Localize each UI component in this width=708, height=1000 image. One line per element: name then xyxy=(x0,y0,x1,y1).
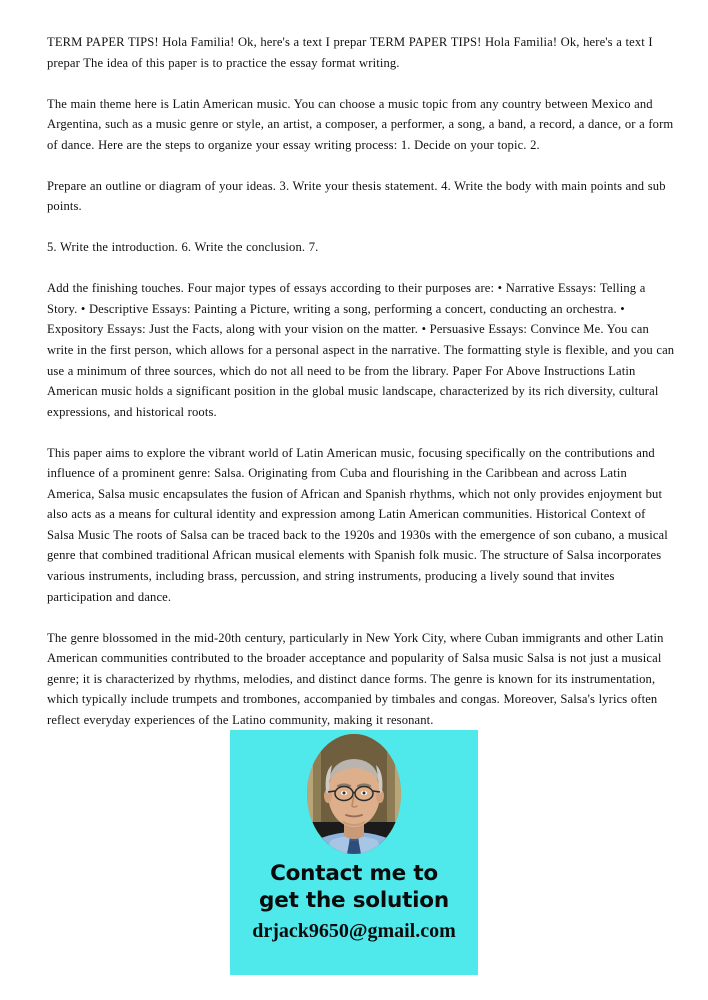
contact-overlay-card[interactable] xyxy=(230,730,478,975)
paragraph: The genre blossomed in the mid-20th century, particularly in New York City, where Cuban immigrants and other Latin American communities contributed to the broader acceptance and popularity of Salsa music Salsa is not just a musical genre; it is characterized by rhythms, melodies, and distinct dance forms. The genre is known for its instrumentation, which typically include trumpets and trombones, accompanied by timbales and congas. Moreover, Salsa's lyrics often reflect everyday experiences of the Latino community, making it resonant. xyxy=(47,630,664,727)
contact-headline-line-1: Contact me to xyxy=(270,861,438,886)
contact-email[interactable]: drjack9650@gmail.com xyxy=(252,920,456,942)
paragraph: Add the finishing touches. Four major types of essays according to their purposes are: • Narrative Essays: Telling a Story. • Descriptive Essays: Painting a Picture, writing a song, performing a concert, conducting an orchestra. • Expository Essays: Just the Facts, along with your vision on the matter. • Persuasive Essays: Convince Me. You can write in the first person, which allows for a personal aspect in the narrative. The formatting style is flexible, and you can use a minimum of three sources, which do not all need to be from the library. Paper For Above Instructions Latin American music holds a significant position in the global music landscape, characterized by its rich diversity, cultural expressions, and historical roots. xyxy=(47,281,675,419)
paragraph: The main theme here is Latin American music. You can choose a music topic from any country between Mexico and Argentina, such as a music genre or style, an artist, a composer, a performer, a song, a band, a record, a dance, or a form of dance. Here are the steps to organize your essay writing process: 1. Decide on your topic. 2. xyxy=(47,96,674,152)
portrait-photo xyxy=(307,734,401,854)
paragraph: 5. Write the introduction. 6. Write the conclusion. 7. xyxy=(47,240,319,255)
paragraph: TERM PAPER TIPS! Hola Familia! Ok, here's a text I prepar TERM PAPER TIPS! Hola Familia! Ok, here's a text I prepar The idea of this paper is to practice the essay format writing. xyxy=(47,35,653,70)
document-text-body xyxy=(47,32,675,730)
contact-headline-line-2: get the solution xyxy=(259,888,449,913)
paragraph: This paper aims to explore the vibrant world of Latin American music, focusing specifically on the contributions and influence of a prominent genre: Salsa. Originating from Cuba and flourishing in the Caribbean and across Latin America, Salsa music encapsulates the fusion of African and Spanish rhythms, which not only provides enjoyment but also acts as a means for cultural identity and expression among Latin American communities. Historical Context of Salsa Music The roots of Salsa can be traced back to the 1920s and 1930s with the emergence of son cubano, a musical genre that combined traditional African musical elements with Spanish folk music. The structure of Salsa incorporates various instruments, including brass, percussion, and string instruments, producing a lively sound that invites participation and dance. xyxy=(47,445,668,604)
paragraph: Prepare an outline or diagram of your ideas. 3. Write your thesis statement. 4. Write the body with main points and sub points. xyxy=(47,178,666,214)
